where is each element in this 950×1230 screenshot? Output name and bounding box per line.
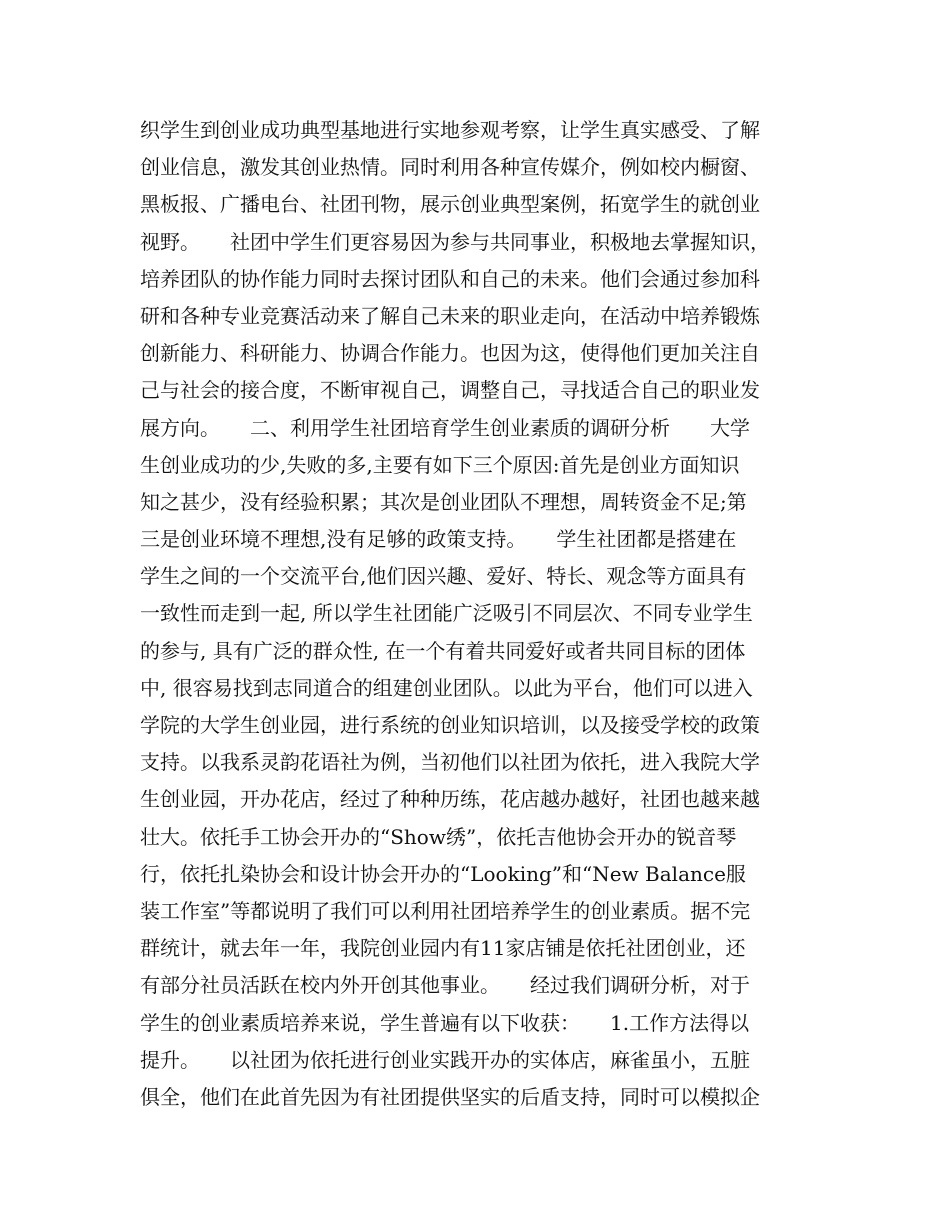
text-line: 学生的创业素质培养来说，学生普遍有以下收获： 1.工作方法得以	[140, 1010, 750, 1035]
text-line: 群统计，就去年一年，我院创业园内有11家店铺是依托社团创业，还	[140, 936, 746, 961]
text-line: 己与社会的接合度，不断审视自己，调整自己，寻找适合自己的职业发	[140, 378, 760, 403]
text-line: 行，依托扎染协会和设计协会开办的“Looking”和“New Balance服	[140, 861, 746, 886]
text-line: 有部分社员活跃在校内外开创其他事业。 经过我们调研分析，对于	[140, 973, 750, 998]
text-line: 学生之间的一个交流平台,他们因兴趣、爱好、特长、观念等方面具有	[140, 564, 747, 589]
text-line: 织学生到创业成功典型基地进行实地参观考察，让学生真实感受、了解	[140, 118, 760, 142]
text-line: 视野。 社团中学生们更容易因为参与共同事业，积极地去掌握知识，	[140, 229, 770, 254]
text-line: 装工作室”等都说明了我们可以利用社团培养学生的创业素质。据不完	[140, 898, 751, 923]
text-line: 创业信息，激发其创业热情。同时利用各种宣传媒介，例如校内橱窗、	[140, 155, 760, 180]
text-line: 展方向。 二、利用学生社团培育学生创业素质的调研分析 大学	[140, 415, 750, 440]
text-line: 的参与, 具有广泛的群众性, 在一个有着共同爱好或者共同目标的团体	[140, 638, 746, 663]
text-line: 培养团队的协作能力同时去探讨团队和自己的未来。他们会通过参加科	[140, 266, 760, 291]
text-line: 研和各种专业竞赛活动来了解自己未来的职业走向，在活动中培养锻炼	[140, 303, 760, 328]
text-line: 壮大。依托手工协会开办的“Show绣”，依托吉他协会开办的锐音琴	[140, 824, 737, 849]
text-line: 中, 很容易找到志同道合的组建创业团队。以此为平台，他们可以进入	[140, 675, 753, 700]
body-text	[140, 112, 830, 1116]
text-line: 支持。以我系灵韵花语社为例，当初他们以社团为依托，进入我院大学	[140, 750, 760, 775]
text-line: 一致性而走到一起, 所以学生社团能广泛吸引不同层次、不同专业学生	[140, 601, 753, 626]
text-line: 生创业成功的少,失败的多,主要有如下三个原因:首先是创业方面知识	[140, 452, 740, 477]
text-line: 三是创业环境不理想,没有足够的政策支持。 学生社团都是搭建在	[140, 527, 737, 552]
text-line: 知之甚少，没有经验积累；其次是创业团队不理想，周转资金不足;第	[140, 489, 747, 514]
text-line: 提升。 以社团为依托进行创业实践开办的实体店，麻雀虽小，五脏	[140, 1047, 750, 1072]
text-line: 黑板报、广播电台、社团刊物，展示创业典型案例，拓宽学生的就创业	[140, 192, 760, 217]
text-line: 生创业园，开办花店，经过了种种历练，花店越办越好，社团也越来越	[140, 787, 760, 812]
text-line: 俱全，他们在此首先因为有社团提供坚实的后盾支持，同时可以模拟企	[140, 1084, 760, 1109]
text-line: 学院的大学生创业园，进行系统的创业知识培训，以及接受学校的政策	[140, 713, 760, 737]
text-line: 创新能力、科研能力、协调合作能力。也因为这，使得他们更加关注自	[140, 341, 760, 366]
